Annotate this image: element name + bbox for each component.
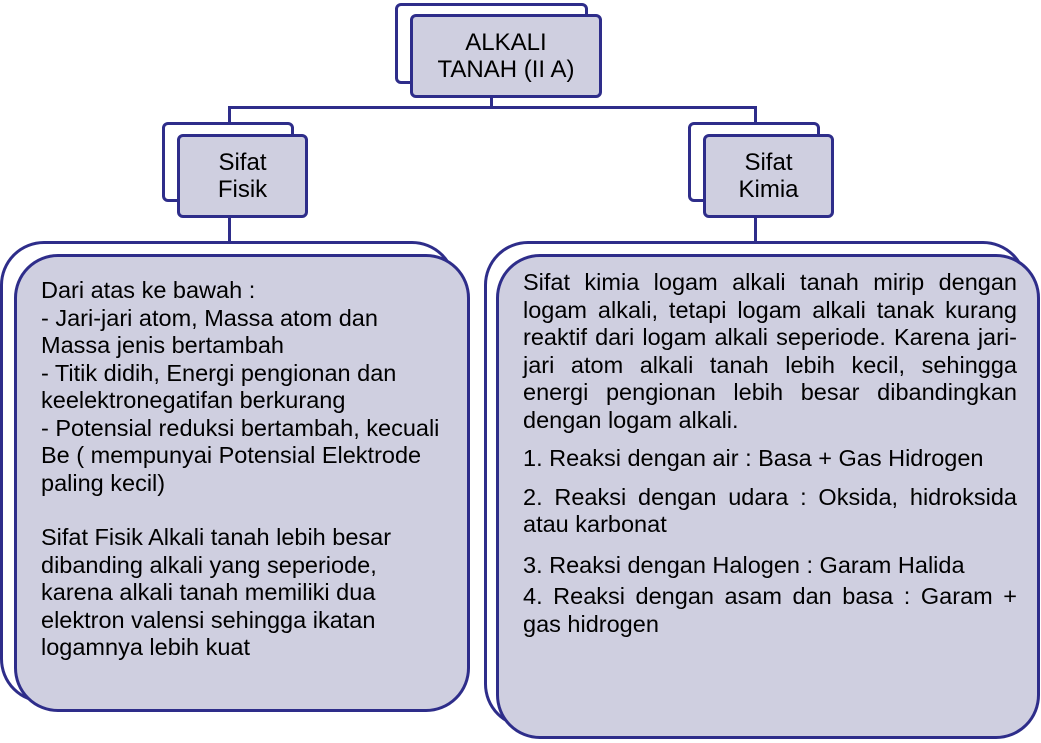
left-line-1: - Jari-jari atom, Massa atom dan Massa jenis bertambah [41, 304, 378, 358]
root-node-line1: ALKALI [465, 29, 547, 56]
right-node-line2: Kimia [738, 176, 799, 203]
left-line-2: - Titik didih, Energi pengionan dan keelektronegatifan berkurang [41, 359, 397, 413]
reaction-3: 3. Reaksi dengan Halogen : Garam Halida [523, 551, 965, 578]
left-node [177, 134, 308, 218]
reaction-4: 4. Reaksi dengan asam dan basa : Garam + gas hidrogen [523, 583, 1017, 637]
reaction-1: 1. Reaksi dengan air : Basa + Gas Hidrogen [523, 445, 984, 471]
left-node-line1: Sifat [218, 149, 267, 176]
connector-right-node-down [754, 216, 757, 244]
left-summary: Sifat Fisik Alkali tanah lebih besar dibanding alkali yang seperiode, karena alkali tanah memiliki dua elektron valensi sehingga ikatan logamnya lebih kuat [41, 524, 392, 660]
root-node-line2: TANAH (II A) [437, 56, 575, 83]
right-intro: Sifat kimia logam alkali tanah mirip dengan logam alkali, tetapi logam alkali tanak kurang reaktif dari logam alkali seperiode. Karena jari-jari atom alkali tanah lebih kecil, sehingga energi pengionan lebih besar dibandingkan dengan logam alkali. [523, 269, 1017, 433]
left-content-box [14, 254, 470, 712]
left-heading: Dari atas ke bawah : [41, 277, 256, 303]
reaction-2: 2. Reaksi dengan udara : Oksida, hidroksida atau karbonat [523, 483, 1017, 537]
connector-left-node-down [228, 216, 231, 244]
right-node-line1: Sifat [744, 149, 793, 176]
right-content-box [496, 254, 1040, 739]
connector-horizontal [228, 106, 757, 109]
root-node [410, 14, 602, 98]
left-line-3: - Potensial reduksi bertambah, kecuali Be ( mempunyai Potensial Elektrode paling kecil) [41, 414, 440, 496]
left-node-line2: Fisik [217, 176, 268, 203]
right-node [703, 134, 834, 218]
